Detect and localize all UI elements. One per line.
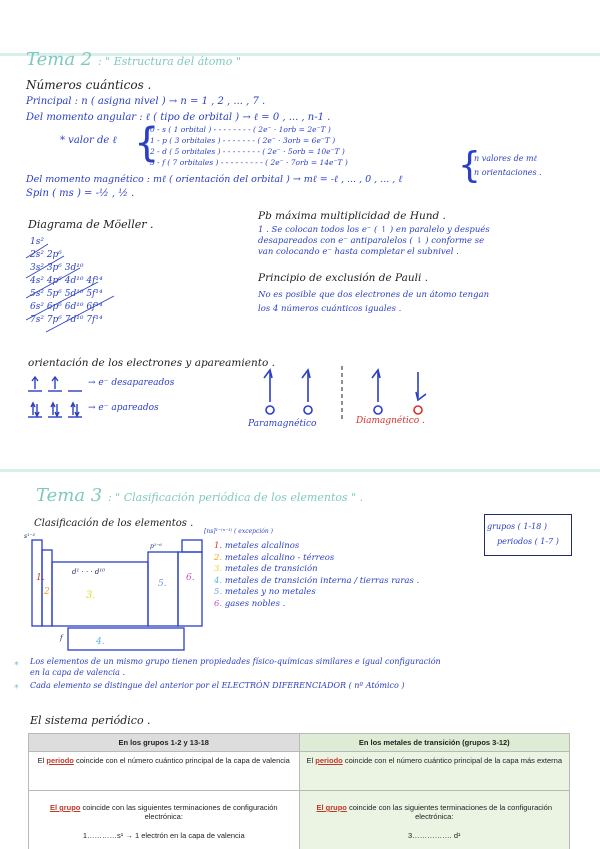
- note-line: Los elementos de un mismo grupo tienen propiedades físico-químicas similares e igual configuración: [30, 656, 441, 667]
- paramagnetico-label: Paramagnético: [248, 418, 316, 430]
- cell-highlight: periodo: [46, 756, 74, 765]
- cell-text: coincide con las siguientes terminaciones de la configuración electrónica:: [347, 803, 552, 821]
- magnetico-line: Del momento magnético : mℓ ( orientación del orbital ) → mℓ = -ℓ , ... , 0 , ... , ℓ: [26, 174, 402, 186]
- block-label-d: d¹ · · · d¹⁰: [72, 568, 105, 576]
- region-number-6: 6.: [186, 573, 195, 583]
- orbital-boxes-desapareados: [26, 374, 86, 394]
- apareados-label: → e⁻ apareados: [88, 402, 159, 414]
- block-label-p: p¹⁻⁶: [150, 543, 162, 550]
- table-cell: [299, 752, 570, 791]
- table-header-row: [29, 734, 570, 752]
- table-cell: [299, 791, 570, 849]
- table-row: [29, 752, 570, 791]
- periodos-line: periodos ( 1-7 ): [487, 534, 569, 549]
- l-value-d: 2 - d ( 5 orbitales ) - - - - - - - - ( 2e⁻ · 5orb = 10e⁻T ): [150, 146, 348, 157]
- cell-text: El: [38, 756, 47, 765]
- category-num: 5.: [214, 587, 222, 597]
- tema3-title-text: Tema 3: [36, 485, 102, 506]
- category-item: [214, 587, 419, 599]
- section-rule-bottom: [0, 469, 600, 472]
- category-label: gases nobles .: [225, 599, 286, 609]
- moeller-row: 1s²: [30, 236, 103, 249]
- tema2-title-text: Tema 2: [26, 49, 92, 70]
- diamagnetico-label: Diamagnético .: [356, 415, 425, 427]
- principal-line: Principal : n ( asigna nivel ) → n = 1 , 2 , ... , 7 .: [26, 96, 265, 108]
- sistema-periodico-title: El sistema periódico .: [30, 715, 151, 727]
- category-num: 1.: [214, 541, 222, 551]
- periodic-table-sketch: [20, 528, 210, 652]
- tema2-subtitle: : " Estructura del átomo ": [98, 55, 241, 68]
- cell-text: 3……………. d¹: [306, 831, 564, 840]
- valor-de-l-label: * valor de ℓ: [60, 135, 117, 147]
- cell-highlight: El grupo: [50, 803, 80, 812]
- magnetico-note-1: n valores de mℓ: [474, 152, 542, 166]
- grupos-line: grupos ( 1-18 ): [487, 519, 569, 534]
- hund-text: [258, 225, 490, 258]
- table-row: [29, 791, 570, 849]
- region-number-2: 2.: [43, 587, 53, 597]
- magnetico-note-2: n orientaciones .: [474, 166, 542, 180]
- l-values-list: [150, 124, 348, 168]
- l-value-s: 0 - s ( 1 orbital ) - - - - - - - - ( 2e⁻ · 1orb = 2e⁻T ): [150, 124, 348, 135]
- cell-text: coincide con las siguientes terminaciones de configuración electrónica:: [80, 803, 277, 821]
- magnetico-note: [474, 152, 542, 180]
- moeller-row: 3s² 3p⁶ 3d¹⁰: [30, 262, 103, 275]
- category-item: [214, 553, 419, 565]
- block-top-note: [ns]¹⁻⁽ⁿ⁻¹⁾ ( excepción ): [204, 527, 273, 536]
- note-star-2: *: [14, 683, 19, 694]
- hund-text-line: desapareados con e⁻ antiparalelos ( ⇂ ) conforme se: [258, 236, 490, 247]
- category-num: 2.: [214, 553, 222, 563]
- moeller-title: Diagrama de Möeller .: [28, 219, 153, 231]
- note-line: en la capa de valencia .: [30, 667, 441, 678]
- category-num: 4.: [214, 576, 222, 586]
- pauli-text-line: No es posible que dos electrones de un átomo tengan: [258, 288, 489, 302]
- spin-line: Spin ( ms ) = -½ , ½ .: [26, 188, 134, 200]
- region-number-4: 4.: [95, 637, 105, 647]
- moeller-row: 6s² 6p⁶ 6d¹⁰ 6f¹⁴: [30, 301, 103, 314]
- category-label: metales alcalinos: [225, 541, 299, 551]
- cell-text: 1…………s¹ → 1 electrón en la capa de valencia: [35, 831, 293, 840]
- category-item: [214, 541, 419, 553]
- pauli-text-line: los 4 números cuánticos iguales .: [258, 302, 489, 316]
- category-num: 6.: [214, 599, 222, 609]
- moeller-row: 2s² 2p⁶: [30, 249, 103, 262]
- moeller-arrows: [18, 238, 128, 334]
- grupos-periodos-box: [484, 514, 572, 556]
- table-header: En los grupos 1-2 y 13-18: [29, 734, 300, 752]
- cell-text: coincide con el número cuántico principal de la capa más externa: [343, 756, 562, 765]
- note-star-1: *: [14, 660, 19, 671]
- category-label: metales alcalino - térreos: [225, 553, 334, 563]
- l-value-f: 3 - f ( 7 orbitales ) - - - - - - - - - ( 2e⁻ · 7orb = 14e⁻T ): [150, 157, 348, 168]
- hund-text-line: 1 . Se colocan todos los e⁻ ( ↿ ) en paralelo y después: [258, 225, 490, 236]
- tema3-subtitle: : " Clasificación periódica de los elementos " .: [108, 491, 363, 504]
- clasificacion-heading: Clasificación de los elementos .: [34, 518, 193, 530]
- l-value-p: 1 - p ( 3 orbitales ) - - - - - - - ( 2e⁻ · 3orb = 6e⁻T ): [150, 135, 348, 146]
- cell-text: El: [306, 756, 315, 765]
- l-values-brace: {: [134, 123, 159, 163]
- desapareados-label: → e⁻ desapareados: [88, 377, 174, 389]
- category-item: [214, 576, 419, 588]
- sistema-periodico-table: [28, 733, 570, 849]
- category-item: [214, 599, 419, 611]
- orbital-boxes-apareados: [26, 400, 86, 420]
- cell-text: coincide con el número cuántico principal de la capa de valencia: [74, 756, 290, 765]
- cell-highlight: El grupo: [316, 803, 346, 812]
- block-label-s: s¹⁻²: [24, 533, 36, 540]
- category-list: [214, 541, 419, 610]
- table-cell: [29, 791, 300, 849]
- tema3-title: [36, 485, 363, 506]
- tema2-title: [26, 49, 241, 70]
- table-cell: [29, 752, 300, 791]
- numeros-cuanticos-heading: Números cuánticos .: [26, 79, 151, 91]
- notes-block: [30, 656, 441, 694]
- category-label: metales de transición interna / tierras raras .: [225, 576, 419, 586]
- moeller-row: 7s² 7p⁶ 7d¹⁰ 7f¹⁴: [30, 314, 103, 327]
- moeller-row: 5s² 5p⁶ 5d¹⁰ 5f¹⁴: [30, 288, 103, 301]
- region-number-5: 5.: [158, 579, 167, 589]
- block-label-f: f: [59, 634, 64, 642]
- note-line: Cada elemento se distingue del anterior por el ELECTRÓN DIFERENCIADOR ( nº Atómico ): [30, 678, 441, 694]
- region-number-1: 1.: [36, 573, 45, 583]
- hund-title: Pb máxima multiplicidad de Hund .: [258, 210, 446, 222]
- category-num: 3.: [214, 564, 222, 574]
- category-label: metales y no metales: [225, 587, 316, 597]
- category-item: [214, 564, 419, 576]
- pauli-text: [258, 288, 489, 316]
- spin-arrows-diagram: [250, 362, 450, 422]
- table-header: En los metales de transición (grupos 3-12): [299, 734, 570, 752]
- magnetico-brace: {: [458, 148, 481, 184]
- orientacion-title: orientación de los electrones y apareamiento .: [28, 357, 275, 369]
- momento-angular-line: Del momento angular : ℓ ( tipo de orbital ) → ℓ = 0 , ... , n-1 .: [26, 112, 330, 124]
- moeller-row: 4s² 4p⁶ 4d¹⁰ 4f¹⁴: [30, 275, 103, 288]
- region-number-3: 3.: [86, 590, 96, 601]
- category-label: metales de transición: [225, 564, 318, 574]
- pauli-title: Principio de exclusión de Pauli .: [258, 272, 428, 284]
- cell-highlight: periodo: [315, 756, 343, 765]
- hund-text-line: van colocando e⁻ hasta completar el subnivel .: [258, 247, 490, 258]
